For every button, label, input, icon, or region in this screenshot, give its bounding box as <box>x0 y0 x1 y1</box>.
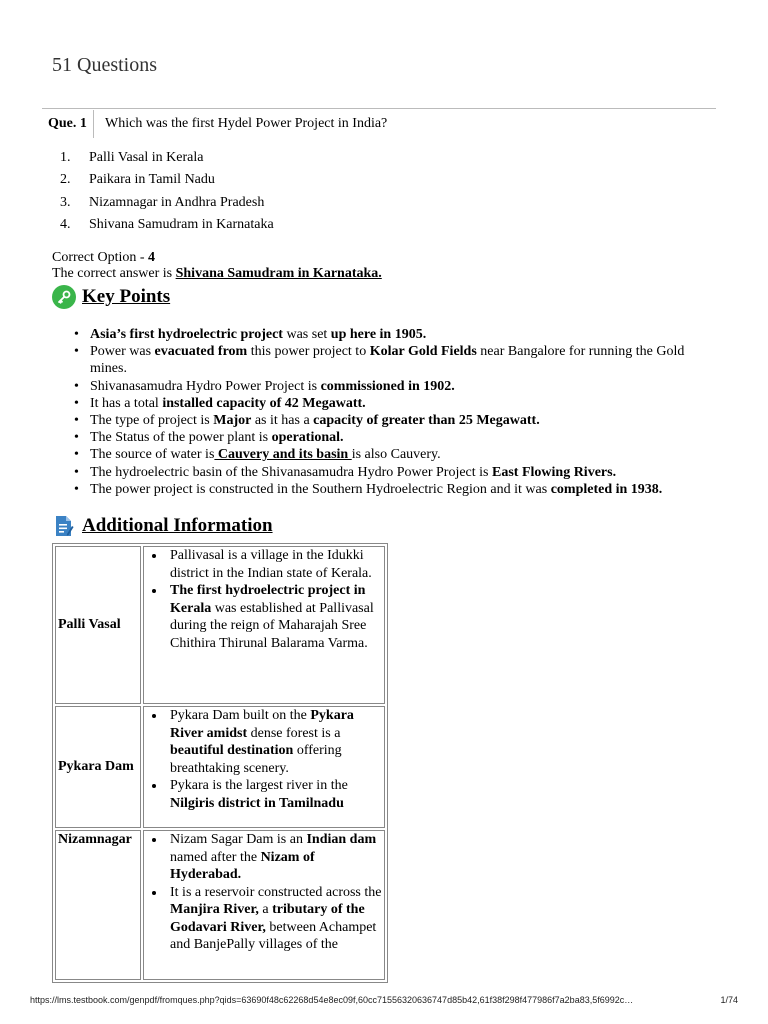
key-point-item <box>72 429 722 446</box>
table-row <box>55 706 385 828</box>
bold-text: Pykara River amidst <box>170 708 354 741</box>
correct-answer-prefix: The correct answer is <box>52 266 176 281</box>
key-point-item <box>72 412 722 429</box>
correct-option-value: 4 <box>148 250 156 265</box>
divider <box>42 108 716 109</box>
text: Pallivasal is a village in the Idukki district in the Indian state of Kerala. <box>170 548 372 581</box>
description-item <box>166 582 382 652</box>
key-point-item <box>72 343 722 377</box>
text: It has a total <box>90 395 163 411</box>
key-point-item <box>72 464 722 481</box>
option-number: 3. <box>60 194 71 210</box>
text: as it has a <box>251 413 314 429</box>
text: named after the <box>170 849 261 865</box>
text: Pykara is the largest river in the <box>170 778 348 793</box>
bold-text: East Flowing Rivers. <box>492 464 617 480</box>
table-row <box>55 546 385 704</box>
description-item <box>166 707 382 777</box>
underlined-text: Cauvery and its basin <box>214 447 352 463</box>
text: a <box>258 902 273 917</box>
correct-option-label: Correct Option - <box>52 250 149 265</box>
option-number: 2. <box>60 172 71 188</box>
description-list <box>146 707 382 812</box>
table-cell-description <box>143 546 385 704</box>
correct-answer-block <box>52 250 382 282</box>
page-number: 1/74 <box>720 995 738 1005</box>
text: Nizam Sagar Dam is an <box>170 832 307 847</box>
question-text: Which was the first Hydel Power Project in India? <box>105 116 388 131</box>
bold-text: Asia’s first hydroelectric project <box>90 327 283 342</box>
bold-text: installed capacity of 42 Megawatt. <box>162 395 366 411</box>
table-cell-name: Pykara Dam <box>55 706 141 828</box>
option-text: Palli Vasal in Kerala <box>89 150 204 165</box>
description-item <box>166 547 382 582</box>
text: was established at Pallivasal during the reign of Maharajah Sree Chithira Thirunal Balarama Varma. <box>170 600 374 651</box>
page-title: 51 Questions <box>52 54 157 76</box>
description-item <box>166 884 382 954</box>
table-row <box>55 830 385 980</box>
description-item <box>166 777 382 812</box>
key-points-heading <box>52 285 170 309</box>
text: The source of water is <box>90 447 215 463</box>
bold-text: operational. <box>271 430 344 446</box>
bold-text: Indian dam <box>306 832 377 847</box>
option-text: Paikara in Tamil Nadu <box>89 172 215 188</box>
bold-text: The first hydroelectric project in Kerala <box>170 583 366 616</box>
table-cell-description <box>143 830 385 980</box>
key-icon <box>52 285 76 309</box>
option-text: Shivana Samudram in Karnataka <box>89 216 274 232</box>
bold-text: Nilgiris district in Tamilnadu <box>170 795 344 811</box>
text: was set <box>282 327 331 342</box>
additional-info-heading <box>52 514 273 538</box>
bold-text: commissioned in 1902. <box>320 378 455 394</box>
print-footer-url: https://lms.testbook.com/genpdf/fromques.php?qids=63690f48c62268d54e8ec09f,60cc71556320636747d85b42,61f38f298f477986f7a2ba83,5f6992c… <box>30 995 634 1005</box>
bold-text: completed in 1938. <box>550 481 663 497</box>
key-points-title: Key Points <box>82 286 171 307</box>
additional-info-title: Additional Information <box>82 515 273 536</box>
text: is also Cauvery. <box>351 447 441 463</box>
bold-text: Nizam of Hyderabad. <box>170 849 315 882</box>
bold-text: tributary of the Godavari River, <box>170 902 365 935</box>
text: Power was <box>90 344 155 360</box>
bold-text: up here in 1905. <box>330 327 427 342</box>
key-point-item <box>72 378 722 395</box>
table-cell-description <box>143 706 385 828</box>
correct-option-line <box>52 250 382 266</box>
bold-text: beautiful destination <box>170 743 294 758</box>
bold-text: capacity of greater than 25 Megawatt. <box>313 413 540 429</box>
table-cell-name: Nizamnagar <box>55 830 141 980</box>
question-label: Que. 1 <box>48 116 87 131</box>
description-list <box>146 547 382 652</box>
description-list <box>146 831 382 954</box>
text: near Bangalore for running the Gold mines. <box>90 344 685 377</box>
text: Pykara Dam built on the <box>170 708 311 723</box>
key-point-item <box>72 395 722 412</box>
text: It is a reservoir constructed across the <box>170 884 382 900</box>
key-points-list <box>72 326 722 498</box>
text: The type of project is <box>90 413 214 429</box>
table-cell-name: Palli Vasal <box>55 546 141 704</box>
bold-text: evacuated from <box>154 344 248 360</box>
key-point-item <box>72 446 722 463</box>
option-text: Nizamnagar in Andhra Pradesh <box>89 194 265 210</box>
text: offering breathtaking scenery. <box>170 743 342 776</box>
bold-text: Manjira River, <box>170 902 259 917</box>
key-point-item <box>72 326 722 343</box>
question-separator <box>93 110 94 138</box>
text: between Achampet and BanjePally villages of the <box>170 919 377 952</box>
text: this power project to <box>247 344 370 360</box>
option-number: 1. <box>60 150 71 165</box>
bold-text: Kolar Gold Fields <box>369 344 477 360</box>
correct-answer-text: Shivana Samudram in Karnataka. <box>175 266 382 281</box>
description-item <box>166 831 382 884</box>
text: The hydroelectric basin of the Shivanasamudra Hydro Power Project is <box>90 464 493 480</box>
text: The power project is constructed in the Southern Hydroelectric Region and it was <box>90 481 551 497</box>
text: dense forest is a <box>247 725 341 741</box>
text: Shivanasamudra Hydro Power Project is <box>90 378 321 394</box>
document-icon <box>52 514 76 538</box>
correct-answer-line <box>52 266 382 282</box>
key-point-item <box>72 481 722 498</box>
text: The Status of the power plant is <box>90 430 272 446</box>
bold-text: Major <box>213 413 252 429</box>
option-number: 4. <box>60 216 71 232</box>
additional-info-table <box>52 543 388 983</box>
